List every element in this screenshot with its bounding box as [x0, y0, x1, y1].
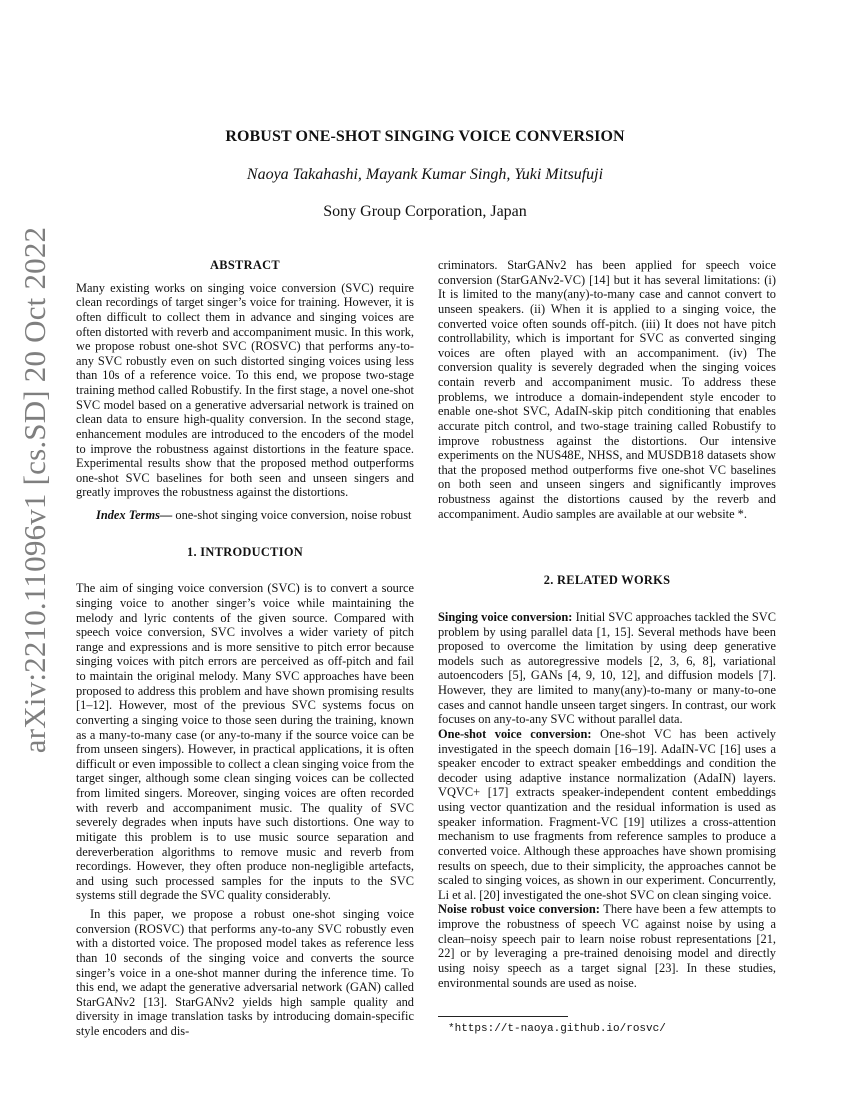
related-work-text: One-shot VC has been actively investigated in the speech domain [16–19]. AdaIN-VC [16] uses a speaker encoder to extract speaker embeddings and condition the decoder using adaptive instance normalization (AdaIN) layers. VQVC+ [17] extracts speaker-independent content embeddings using vector quantization and the residual information is used as speaker information. Fragment-VC [19] utilizes a cross-attention mechanism to use fragments from reference samples to produce a converted voice. Although these approaches have shown promising results on speech, due to their simplicity, the approaches cannot be scaled to singing voices, as shown in our experiment. Concurrently, Li et al. [20] investigated the one-shot SVC on clean singing voice.	[438, 726, 776, 902]
abstract-heading: ABSTRACT	[210, 258, 280, 272]
index-terms-label: Index Terms—	[96, 508, 173, 522]
introduction-paragraph-2: In this paper, we propose a robust one-shot singing voice conversion (ROSVC) that performs any-to-any SVC robustly even with a distorted voice. The proposed model takes as reference less than 10 seconds of the singing voice and converts the source singer’s voice in a one-shot manner during the inference time. To this end, we adapt the generative adversarial network (GAN) called StarGANv2 [13]. StarGANv2 yields high sample quality and diversity in image translation tasks by introducing domain-specific style encoders and dis-	[76, 907, 414, 1038]
arxiv-identifier-text: arXiv:2210.11096v1 [cs.SD] 20 Oct 2022	[17, 226, 52, 754]
introduction-heading: 1. INTRODUCTION	[186, 544, 304, 559]
related-work-noise-robust-voice-conversion	[438, 902, 776, 990]
paper-affiliation: Sony Group Corporation, Japan	[323, 203, 527, 220]
paper-authors: Naoya Takahashi, Mayank Kumar Singh, Yuki Mitsufuji	[246, 166, 604, 183]
introduction-paragraph-1: The aim of singing voice conversion (SVC) is to convert a source singing voice to another singer’s voice while maintaining the melody and lyric contents of the given source. Compared with speech voice conversion, SVC involves a wider variety of pitch range and expressions and is more sensitive to pitch error because singing voices with pitch errors are perceived as off-pitch and fail to maintain the original melody. Many SVC approaches have been proposed to address this problem and have shown promising results [1–12]. However, most of the previous SVC systems focus on converting a singing voice to those seen during the training, known as a many-to-many case (or any-to-many if the source voice can be from unseen singers). However, in practical applications, it is often difficult or even impossible to collect a clean singing voice from the target singer, although some clean singing voices can be collected from limited singers. Moreover, singing voices are often recorded with reverb and accompaniment music. The quality of SVC severely degrades when inputs have such distortions. One way to mitigate this problem is to use music source separation and dereverberation algorithms to remove music and reverb from recordings. However, they often produce non-negligible artefacts, and using such processed samples for the inputs to the SVC systems still degrade the SVC quality considerably.	[76, 581, 415, 903]
related-work-label: Singing voice conversion:	[438, 609, 573, 624]
paper-title: ROBUST ONE-SHOT SINGING VOICE CONVERSION	[225, 128, 625, 145]
related-work-label: Noise robust voice conversion:	[438, 902, 600, 917]
related-works-heading: 2. RELATED WORKS	[543, 573, 671, 588]
introduction-paragraph-3: criminators. StarGANv2 has been applied for speech voice conversion (StarGANv2-VC) [14] but it has several limitations: (i) It is limited to the many(any)-to-many case and cannot convert to unseen speakers. (ii) When it is applied to a singing voice, the converted voice often sounds off-pitch. (iii) It does not have pitch controllability, which is important for SVC as converted singing voices are often played with an accompaniment. (iv) The conversion quality is severely degraded when the singing voices contain reverb and accompaniment music. To address these problems, we introduce a domain-independent style encoder to enable one-shot SVC, AdaIN-skip pitch conditioning that enables accurate pitch control, and two-stage training called Robustify to improve robustness against the distortions. Our intensive experiments on the NUS48E, NHSS, and MUSDB18 datasets show that the proposed method outperforms five one-shot VC baselines on both seen and unseen singers and significantly improves robustness against the distortions caused by the reverb and accompaniment. Audio samples are available at our website *.	[438, 258, 776, 521]
index-terms	[76, 508, 414, 523]
right-column	[438, 258, 776, 1037]
footnote-divider	[438, 1016, 568, 1017]
related-work-text: There have been a few attempts to improve the robustness of speech VC against noise by using a clean–noisy speech pair to learn noise robust representations [21, 22] or by leveraging a pre-trained denoising model and directly using noisy speech as a target signal [23]. In these studies, environmental sounds are used as noise.	[438, 902, 776, 990]
footnote-website-link[interactable]: *https://t-naoya.github.io/rosvc/	[448, 1023, 666, 1036]
related-work-text: Initial SVC approaches tackled the SVC problem by using parallel data [1, 15]. Several methods have been proposed to overcome the limitation by using deep generative models such as autoregressive models [2, 3, 6, 8], variational autoencoders [5], GANs [4, 9, 10, 12], and diffusion models [7]. However, they are limited to many(any)-to-many or many-to-one cases and cannot handle unseen target singers. In contrast, our work focuses on any-to-any SVC without parallel data.	[438, 609, 776, 727]
related-work-one-shot-voice-conversion	[438, 727, 776, 903]
abstract-text: Many existing works on singing voice conversion (SVC) require clean recordings of target singer’s voice for training. However, it is often difficult to collect them in advance and singing voices are often distorted with reverb and accompaniment music. In this work, we propose robust one-shot SVC (ROSVC) that performs any-to-any SVC robustly even on such distorted singing voices using less than 10s of a reference voice. To this end, we propose two-stage training method called Robustify. In the first stage, a novel one-shot SVC model based on a generative adversarial network is trained on clean data to ensure high-quality conversion. In the second stage, enhancement modules are introduced to the encoders of the model to improve the robustness against distortions in the feature space. Experimental results show that the proposed method outperforms one-shot SVC baselines for both seen and unseen singers and greatly improves the robustness against the distortions.	[76, 280, 414, 500]
left-column	[76, 258, 414, 1039]
related-work-singing-voice-conversion	[438, 610, 776, 727]
arxiv-identifier-stamp	[12, 226, 58, 754]
related-work-label: One-shot voice conversion:	[438, 726, 592, 741]
index-terms-text: one-shot singing voice conversion, noise robust	[172, 508, 412, 522]
